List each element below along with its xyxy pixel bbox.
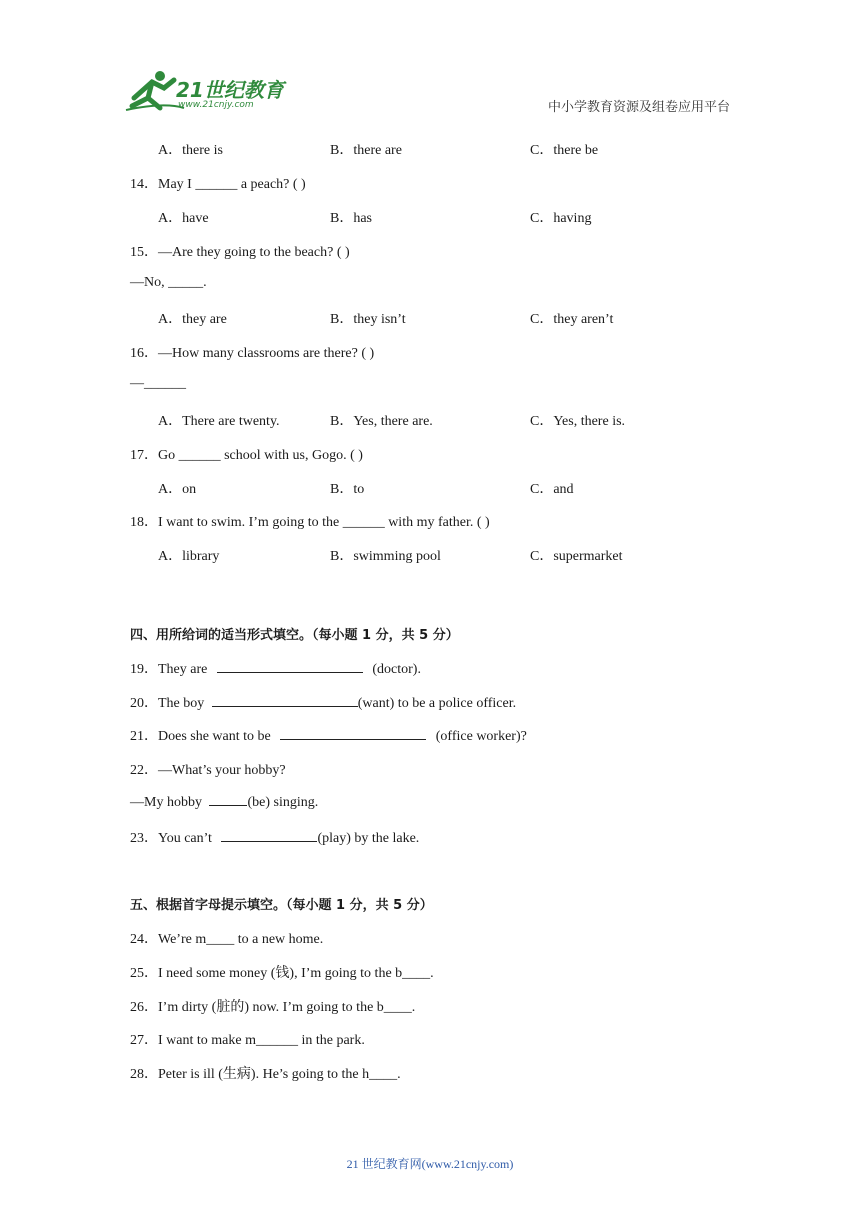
q23-post: (play) by the lake. bbox=[317, 831, 420, 846]
q19 bbox=[130, 658, 421, 678]
q25: 25．I need some money (钱), I’m going to the b____. bbox=[130, 966, 434, 981]
q24: 24．We’re m____ to a new home. bbox=[130, 932, 324, 947]
q18-option-c: C．supermarket bbox=[530, 549, 623, 564]
q15-option-c: C．they aren’t bbox=[530, 312, 614, 327]
q17-option-b: B．to bbox=[330, 482, 365, 497]
q16-option-c: C．Yes, there is. bbox=[530, 414, 626, 429]
q16-answer-line: —______ bbox=[130, 376, 186, 391]
q13-option-b: B．there are bbox=[330, 143, 402, 158]
q26: 26．I’m dirty (脏的) now. I’m going to the b____. bbox=[130, 1000, 416, 1015]
q13-option-c: C．there be bbox=[530, 143, 599, 158]
q20-pre: 20．The boy bbox=[130, 696, 205, 711]
section4-title: 四、用所给词的适当形式填空。（每小题 1 分，共 5 分） bbox=[130, 628, 459, 643]
q20-post: (want) to be a police officer. bbox=[357, 696, 517, 711]
q15-option-a: A．they are bbox=[158, 312, 227, 327]
q14-option-c: C．having bbox=[530, 211, 592, 226]
footer: 21 世纪教育网(www.21cnjy.com) bbox=[346, 1157, 514, 1171]
platform-label: 中小学教育资源及组卷应用平台 bbox=[548, 99, 731, 114]
q16-stem: 16．—How many classrooms are there? ( ) bbox=[130, 346, 375, 361]
q19-blank[interactable] bbox=[217, 660, 363, 673]
q22-stem: 22．—What’s your hobby? bbox=[130, 763, 286, 778]
q18-option-b: B．swimming pool bbox=[330, 549, 441, 564]
q14-stem: 14．May I ______ a peach? ( ) bbox=[130, 177, 306, 192]
q15-option-b: B．they isn’t bbox=[330, 312, 406, 327]
q18-option-a: A．library bbox=[158, 549, 220, 564]
q20-blank[interactable] bbox=[212, 694, 358, 707]
q16-option-b: B．Yes, there are. bbox=[330, 414, 433, 429]
q15-answer-line: —No, _____. bbox=[130, 275, 207, 290]
q22-answer bbox=[130, 793, 318, 811]
q21-blank[interactable] bbox=[280, 727, 426, 740]
section5-title: 五、根据首字母提示填空。（每小题 1 分，共 5 分） bbox=[130, 898, 433, 913]
q27: 27．I want to make m______ in the park. bbox=[130, 1033, 365, 1048]
logo-url: www.21cnjy.com bbox=[178, 100, 254, 110]
q22-blank[interactable] bbox=[209, 793, 247, 806]
q20 bbox=[130, 692, 516, 712]
logo-text: 21世纪教育 bbox=[176, 78, 284, 102]
q22-post: (be) singing. bbox=[247, 795, 319, 810]
q28: 28．Peter is ill (生病). He’s going to the h____. bbox=[130, 1067, 401, 1082]
q14-option-a: A．have bbox=[158, 211, 209, 226]
q23-pre: 23．You can’t bbox=[130, 831, 212, 846]
q19-pre: 19．They are bbox=[130, 662, 208, 677]
q23 bbox=[130, 827, 419, 847]
q21-pre: 21．Does she want to be bbox=[130, 729, 271, 744]
logo bbox=[124, 68, 289, 114]
q22-pre: —My hobby bbox=[130, 795, 202, 810]
q21-post: (office worker)? bbox=[435, 729, 527, 744]
q16-option-a: A．There are twenty. bbox=[158, 414, 280, 429]
q14-option-b: B．has bbox=[330, 211, 372, 226]
q18-stem: 18．I want to swim. I’m going to the ______ with my father. ( ) bbox=[130, 515, 490, 530]
q15-stem: 15．—Are they going to the beach? ( ) bbox=[130, 245, 350, 260]
q17-option-c: C．and bbox=[530, 482, 574, 497]
q17-stem: 17．Go ______ school with us, Gogo. ( ) bbox=[130, 448, 363, 463]
q21 bbox=[130, 725, 527, 745]
q17-option-a: A．on bbox=[158, 482, 197, 497]
q13-option-a: A．there is bbox=[158, 143, 223, 158]
q19-post: (doctor). bbox=[372, 662, 421, 677]
q23-blank[interactable] bbox=[221, 829, 317, 842]
